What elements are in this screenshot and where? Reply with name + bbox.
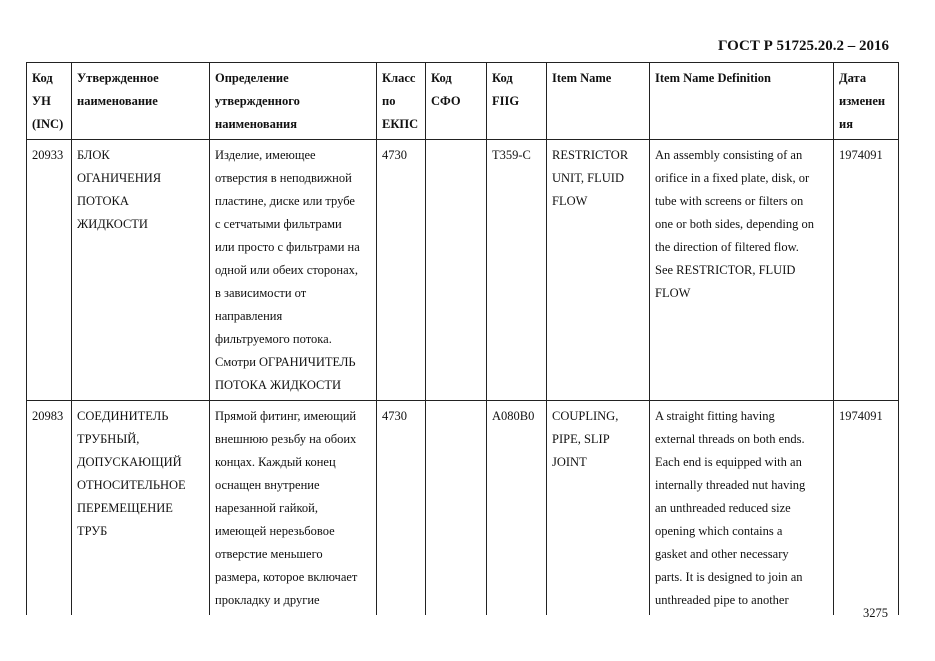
cell-fiig: A080B0 <box>487 401 547 616</box>
cell-sfo <box>426 140 487 401</box>
cell-approved-name: СОЕДИНИТЕЛЬ ТРУБНЫЙ, ДОПУСКАЮЩИЙ ОТНОСИТЕЛЬНОЕ ПЕРЕМЕЩЕНИЕ ТРУБ <box>72 401 210 616</box>
catalog-table <box>26 62 899 615</box>
col-header-item-definition: Item Name Definition <box>650 63 834 140</box>
cell-definition: Прямой фитинг, имеющий внешнюю резьбу на обоих концах. Каждый конец оснащен внутрение нарезанной гайкой, имеющей нерезьбовое отверстие меньшего размера, которое включает прокладку и другие <box>210 401 377 616</box>
cell-item-name: COUPLING, PIPE, SLIP JOINT <box>547 401 650 616</box>
cell-approved-name: БЛОК ОГАНИЧЕНИЯ ПОТОКА ЖИДКОСТИ <box>72 140 210 401</box>
cell-date: 1974091 <box>834 140 899 401</box>
document-header: ГОСТ Р 51725.20.2 – 2016 <box>717 38 889 54</box>
cell-definition: Изделие, имеющее отверстия в неподвижной пластине, диске или трубе с сетчатыми фильтрами или просто с фильтрами на одной или обеих сторонах, в зависимости от направления фильтруемого потока. Смотри ОГРАНИЧИТЕЛЬ ПОТОКА ЖИДКОСТИ <box>210 140 377 401</box>
col-header-class: Класс по ЕКПС <box>377 63 426 140</box>
col-header-approved-name: Утвержденное наименование <box>72 63 210 140</box>
table-header-row <box>27 63 899 140</box>
col-header-inc: Код УН (INC) <box>27 63 72 140</box>
cell-date: 1974091 <box>834 401 899 616</box>
cell-class: 4730 <box>377 140 426 401</box>
cell-class: 4730 <box>377 401 426 616</box>
cell-sfo <box>426 401 487 616</box>
col-header-sfo: Код СФО <box>426 63 487 140</box>
cell-item-definition: A straight fitting having external threads on both ends. Each end is equipped with an internally threaded nut having an unthreaded reduced size opening which contains a gasket and other necessary parts. It is designed to join an unthreaded pipe to another <box>650 401 834 616</box>
col-header-item-name: Item Name <box>547 63 650 140</box>
col-header-definition: Определение утвержденного наименования <box>210 63 377 140</box>
cell-inc: 20983 <box>27 401 72 616</box>
col-header-date: Дата изменен ия <box>834 63 899 140</box>
table-row <box>27 401 899 616</box>
page-number: 3275 <box>863 606 888 620</box>
cell-item-name: RESTRICTOR UNIT, FLUID FLOW <box>547 140 650 401</box>
cell-inc: 20933 <box>27 140 72 401</box>
cell-item-definition: An assembly consisting of an orifice in a fixed plate, disk, or tube with screens or filters on one or both sides, depending on the direction of filtered flow. See RESTRICTOR, FLUID FLOW <box>650 140 834 401</box>
col-header-fiig: Код FIIG <box>487 63 547 140</box>
table-row <box>27 140 899 401</box>
cell-fiig: T359-C <box>487 140 547 401</box>
